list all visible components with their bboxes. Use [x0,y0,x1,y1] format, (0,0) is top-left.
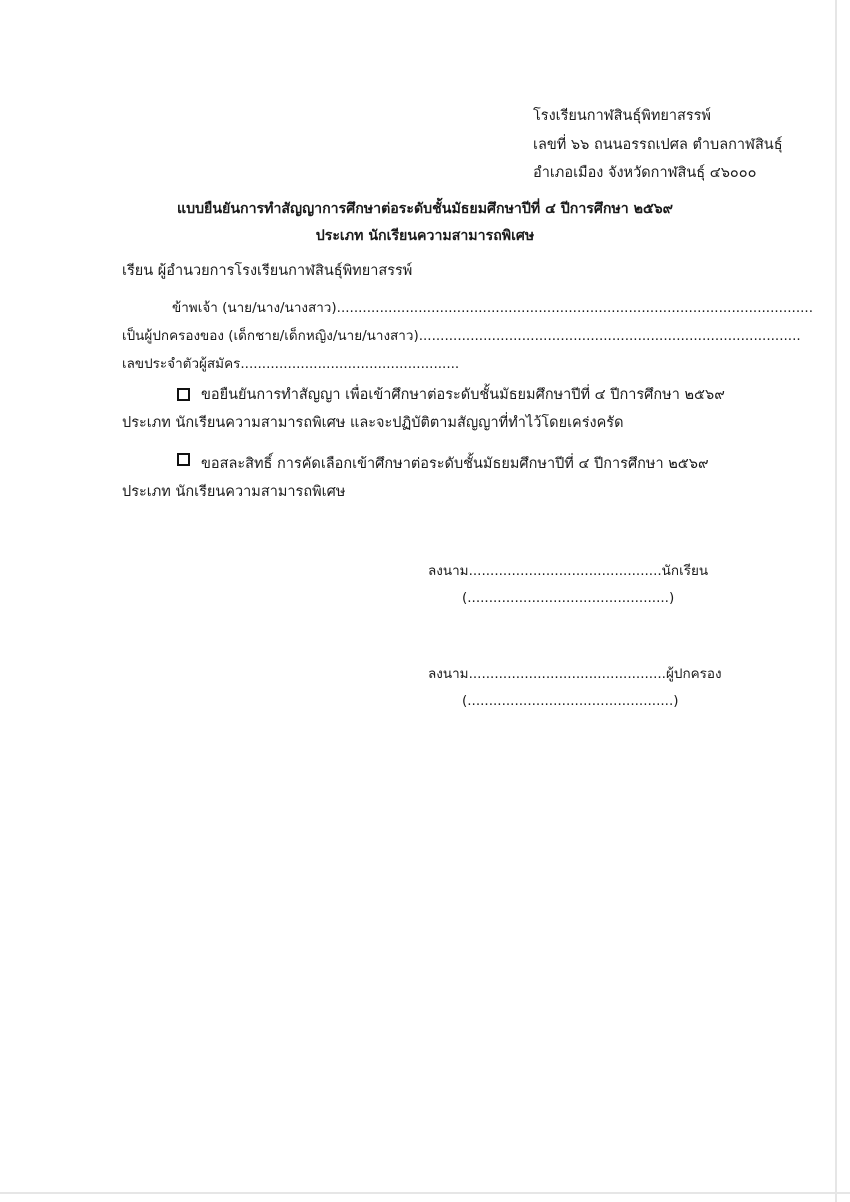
waive-line1: ขอสละสิทธิ์ การคัดเลือกเข้าศึกษาต่อระดับชั้นมัธยมศึกษาปีที่ ๔ ปีการศึกษา ๒๕๖๙ [201,456,709,472]
confirm-checkbox[interactable] [177,388,190,401]
guardian-signature-line[interactable]: ลงนาม..............................................ผู้ปกครอง [428,666,722,682]
applicant-name-field[interactable]: ข้าพเจ้า (นาย/นาง/นางสาว)............................................................................................................... [172,300,813,316]
salutation: เรียน ผู้อำนวยการโรงเรียนกาฬสินธุ์พิทยาสรรพ์ [122,263,413,279]
form-title-line1: แบบยืนยันการทำสัญญาการศึกษาต่อระดับชั้นมัธยมศึกษาปีที่ ๔ ปีการศึกษา ๒๕๖๙ [176,201,674,217]
applicant-id-field[interactable]: เลขประจำตัวผู้สมัคร................................................... [122,356,460,372]
guardian-printed-name[interactable]: (................................................) [462,693,679,709]
form-title-line2: ประเภท นักเรียนความสามารถพิเศษ [315,228,535,244]
guardian-of-field[interactable]: เป็นผู้ปกครองของ (เด็กชาย/เด็กหญิง/นาย/นางสาว)......................................................................................... [122,328,801,344]
waive-line2: ประเภท นักเรียนความสามารถพิเศษ [122,484,346,500]
student-printed-name[interactable]: (...............................................) [462,590,675,606]
student-signature-line[interactable]: ลงนาม.............................................นักเรียน [428,563,709,579]
school-address-line3: อำเภอเมือง จังหวัดกาฬสินธุ์ ๔๖๐๐๐ [533,165,757,181]
school-address-line2: เลขที่ ๖๖ ถนนอรรถเปศล ตำบลกาฬสินธุ์ [533,137,783,153]
scan-edge-bottom [0,1192,850,1194]
school-name: โรงเรียนกาฬสินธุ์พิทยาสรรพ์ [533,108,711,124]
waive-checkbox[interactable] [177,453,190,466]
confirm-line2: ประเภท นักเรียนความสามารถพิเศษ และจะปฏิบัติตามสัญญาที่ทำไว้โดยเคร่งครัด [122,415,624,431]
confirm-line1: ขอยืนยันการทำสัญญา เพื่อเข้าศึกษาต่อระดับชั้นมัธยมศึกษาปีที่ ๔ ปีการศึกษา ๒๕๖๙ [201,387,725,403]
scan-edge-right [835,0,837,1202]
